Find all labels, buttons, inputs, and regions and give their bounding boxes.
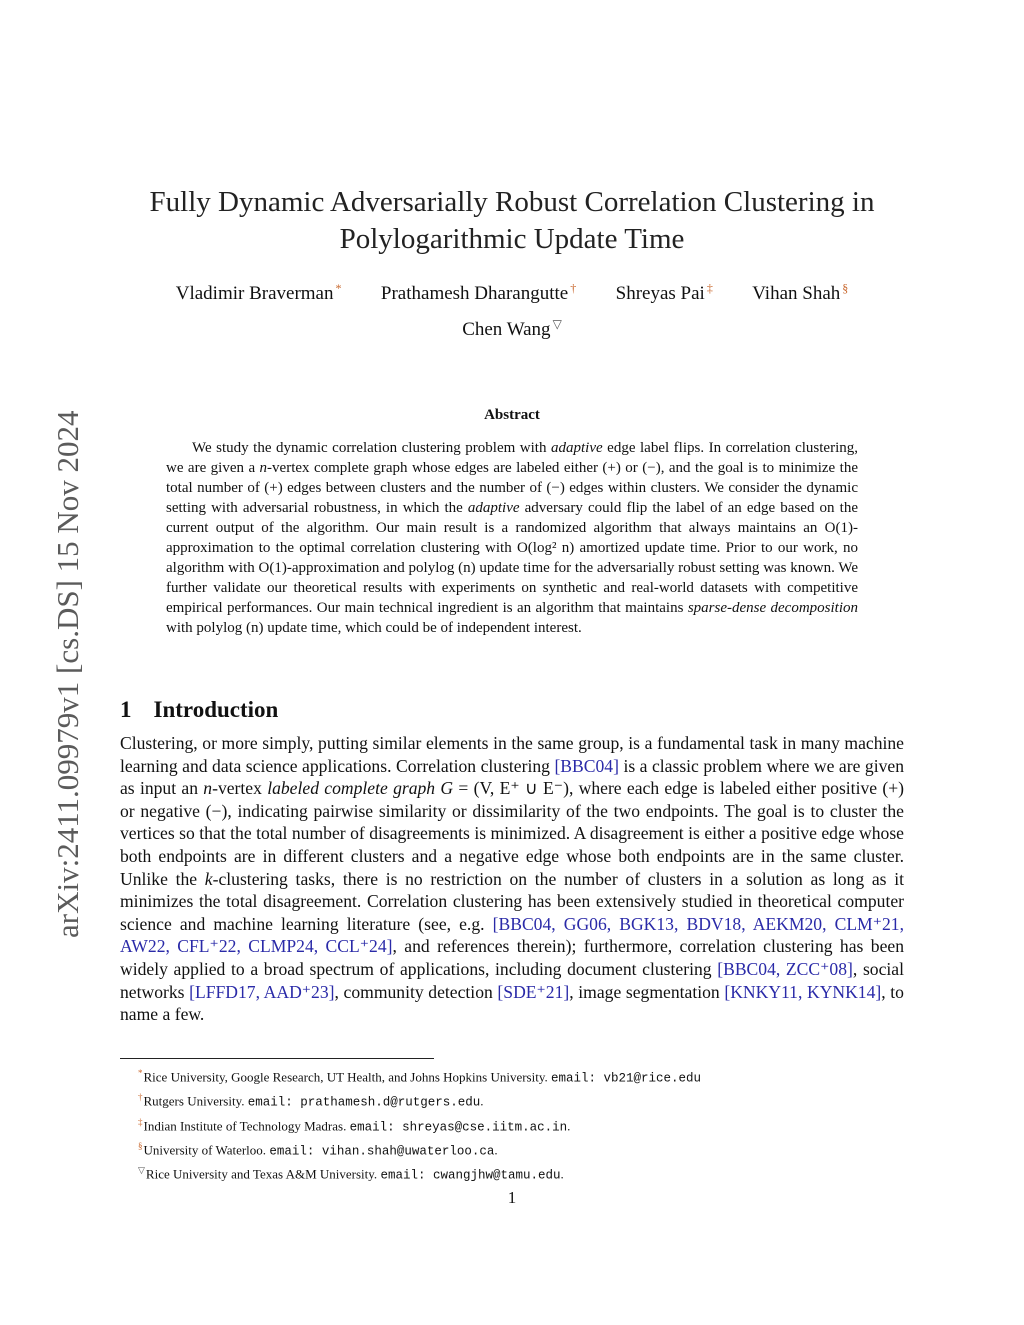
footnotes <box>138 1064 701 1186</box>
introduction-paragraph: Clustering, or more simply, putting similar elements in the same group, is a fundamental task in many machine learning and data science applications. Correlation clustering [BBC04] is a classic problem where we are given as input an n-vertex labeled complete graph G = (V, E⁺ ∪ E⁻), where each edge is labeled either positive (+) or negative (−), indicating pairwise similarity or dissimilarity of the two endpoints. The goal is to cluster the vertices so that the total number of disagreements is minimized. A disagreement is either a positive edge whose both endpoints are in different clusters and a negative edge whose both endpoints are in the same cluster. Unlike the k-clustering tasks, there is no restriction on the number of clusters in a solution as long as it minimizes the total disagreement. Correlation clustering has been extensively studied in theoretical computer science and machine learning literature (see, e.g. [BBC04, GG06, BGK13, BDV18, AEKM20, CLM⁺21, AW22, CFL⁺22, CLMP24, CCL⁺24], and references therein); furthermore, correlation clustering has been widely applied to a broad spectrum of applications, including document clustering [BBC04, ZCC⁺08], social networks [LFFD17, AAD⁺23], community detection [SDE⁺21], image segmentation [KNKY11, KYNK14], to name a few. <box>120 733 904 1025</box>
paper-title <box>120 184 904 258</box>
author: Prathamesh Dharangutte † <box>380 280 577 304</box>
email-link[interactable]: email: vihan.shah@uwaterloo.ca <box>269 1144 495 1159</box>
author-list <box>120 280 904 305</box>
section-heading: 1 Introduction <box>120 697 279 722</box>
footnote: ‡Indian Institute of Technology Madras. email: shreyas@cse.iitm.ac.in. <box>138 1116 571 1134</box>
author-list-line-2 <box>120 316 904 341</box>
citation-link[interactable]: [BBC04] <box>554 755 619 776</box>
footnote: †Rutgers University. email: prathamesh.d@rutgers.edu. <box>138 1092 484 1110</box>
page-number: 1 <box>507 1188 517 1207</box>
citation-link[interactable]: [KNKY11, KYNK14] <box>724 981 882 1002</box>
title-line-1: Fully Dynamic Adversarially Robust Correlation Clustering in <box>149 186 875 218</box>
email-link[interactable]: email: shreyas@cse.iitm.ac.in <box>349 1119 568 1134</box>
arxiv-sidebar-stamp: arXiv:2411.09979v1 [cs.DS] 15 Nov 2024 <box>50 410 85 938</box>
title-line-2: Polylogarithmic Update Time <box>339 223 685 255</box>
footnote: ▽Rice University and Texas A&M University. email: cwangjhw@tamu.edu. <box>138 1165 564 1183</box>
author: Shreyas Pai ‡ <box>615 280 713 304</box>
footnote-rule <box>120 1058 434 1059</box>
email-link[interactable]: email: cwangjhw@tamu.edu <box>380 1168 561 1183</box>
email-link[interactable]: email: prathamesh.d@rutgers.edu <box>247 1095 481 1110</box>
author: Vladimir Braverman * <box>175 280 342 304</box>
footnote: §University of Waterloo. email: vihan.shah@uwaterloo.ca. <box>138 1140 498 1159</box>
citation-link[interactable]: [BBC04, ZCC⁺08] <box>717 958 853 979</box>
citation-link[interactable]: [SDE⁺21] <box>497 981 570 1002</box>
citation-link[interactable]: [LFFD17, AAD⁺23] <box>189 981 335 1002</box>
abstract-body: We study the dynamic correlation clustering problem with adaptive edge label flips. In correlation clustering, we are given a n-vertex complete graph whose edges are labeled either (+) or (−), and the goal is to minimize the total number of (+) edges between clusters and the number of (−) edges within clusters. We consider the dynamic setting with adversarial robustness, in which the adaptive adversary could flip the label of an edge based on the current output of the algorithm. Our main result is a randomized algorithm that always maintains an O(1)-approximation to the optimal correlation clustering with O(log² n) amortized update time. Prior to our work, no algorithm with O(1)-approximation and polylog (n) update time for the adversarially robust setting was known. We further validate our theoretical results with experiments on synthetic and real-world datasets with competitive empirical performances. Our main technical ingredient is an algorithm that maintains sparse-dense decomposition with polylog (n) update time, which could be of independent interest. <box>166 440 859 636</box>
footnote: *Rice University, Google Research, UT Health, and Johns Hopkins University. email: vb21@rice.edu <box>138 1068 702 1086</box>
email-link[interactable]: email: vb21@rice.edu <box>551 1071 702 1086</box>
author: Chen Wang ▽ <box>462 316 562 340</box>
citation-link[interactable]: [BBC04, GG06, BGK13, BDV18, AEKM20, CLM⁺21, AW22, CFL⁺22, CLMP24, CCL⁺24] <box>120 913 904 957</box>
abstract-heading: Abstract <box>484 407 540 423</box>
author: Vihan Shah § <box>752 280 849 304</box>
